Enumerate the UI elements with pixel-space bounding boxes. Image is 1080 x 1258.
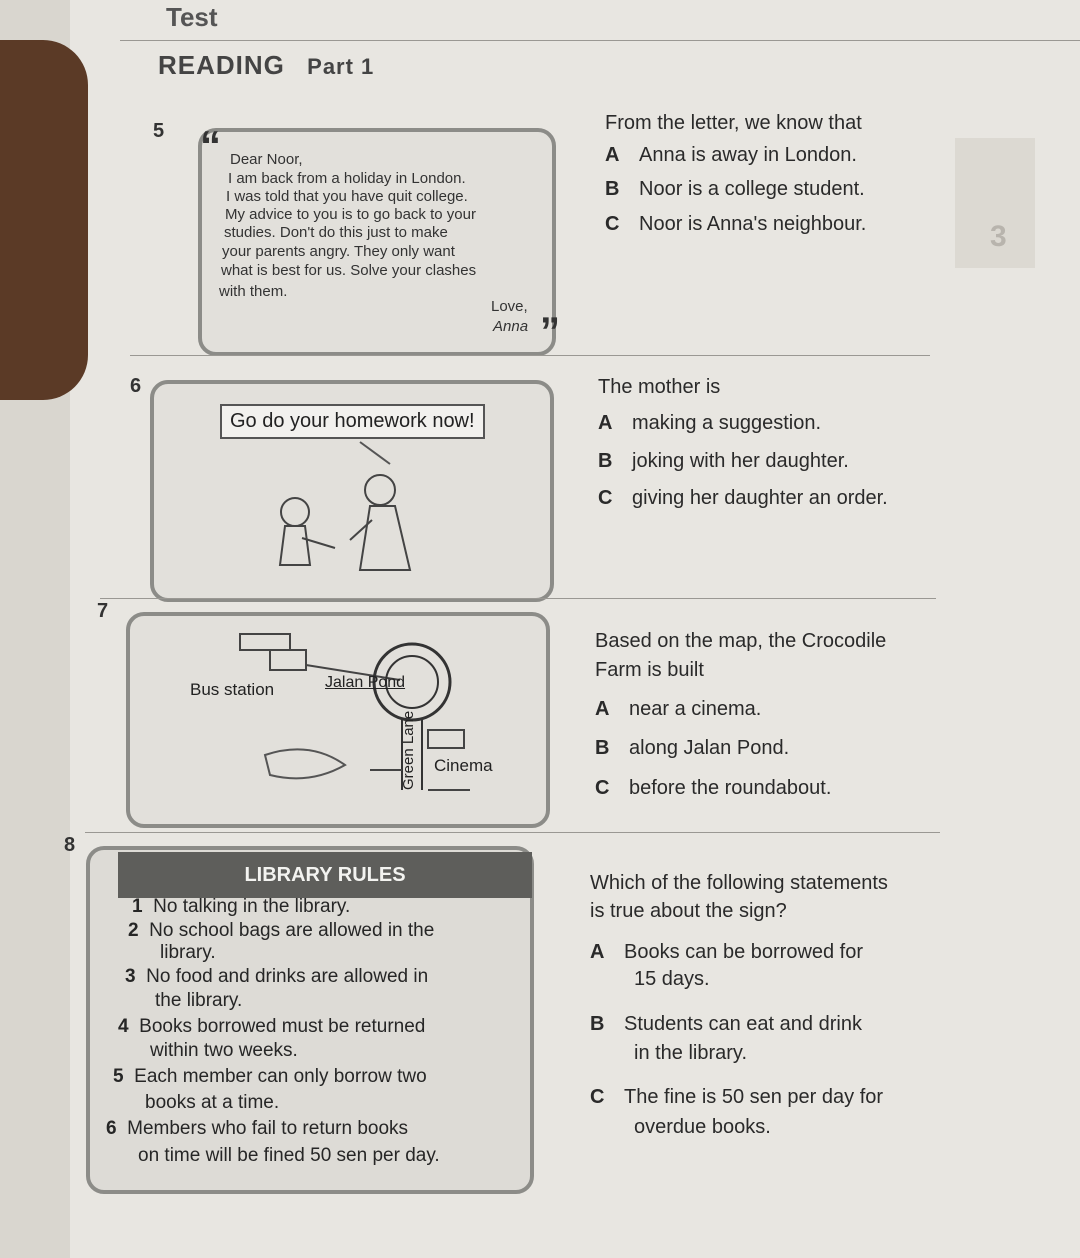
rule-item-continued: books at a time. — [145, 1092, 280, 1113]
question-stem: The mother is — [598, 376, 721, 398]
letter-signature: Anna — [493, 318, 529, 335]
answer-option[interactable]: B joking with her daughter. — [598, 450, 849, 472]
answer-option-continued: 15 days. — [634, 968, 710, 990]
letter-line: I was told that you have quit college. — [226, 188, 468, 205]
rule-item: 3 No food and drinks are allowed in — [125, 966, 429, 987]
answer-option[interactable]: C The fine is 50 sen per day for — [590, 1086, 884, 1108]
answer-option[interactable]: C giving her daughter an order. — [598, 487, 888, 509]
rule-item-continued: library. — [160, 942, 216, 963]
answer-option[interactable]: C before the roundabout. — [595, 777, 832, 799]
question-number: 5 — [153, 120, 165, 142]
letter-line: My advice to you is to go back to your — [225, 206, 476, 223]
letter-line: I am back from a holiday in London. — [228, 170, 466, 187]
thumb-photo-artifact — [0, 40, 88, 400]
library-rules-title: LIBRARY RULES — [118, 852, 532, 898]
section-title — [158, 50, 374, 81]
answer-option[interactable]: B Students can eat and drink — [590, 1013, 862, 1035]
question-number: 7 — [97, 600, 109, 622]
rule-item: 2 No school bags are allowed in the — [128, 920, 435, 941]
close-quote: ” — [540, 310, 560, 354]
section-label: READING — [158, 50, 285, 80]
rule-item-continued: on time will be fined 50 sen per day. — [138, 1145, 440, 1166]
open-quote: “ — [200, 122, 221, 169]
question-stem: Farm is built — [595, 659, 704, 681]
section-divider — [85, 832, 940, 833]
letter-line: with them. — [219, 283, 288, 300]
section-divider — [130, 355, 930, 356]
answer-option[interactable]: B Noor is a college student. — [605, 178, 865, 200]
map-label-lane: Green Lane — [400, 710, 417, 790]
rule-item-continued: within two weeks. — [150, 1040, 298, 1061]
question-stem: Which of the following statements — [590, 872, 888, 894]
map-drawing — [180, 620, 520, 810]
rule-item: 4 Books borrowed must be returned — [118, 1016, 426, 1037]
answer-option-continued: overdue books. — [634, 1116, 771, 1138]
letter-line: your parents angry. They only want — [222, 243, 455, 260]
question-number: 6 — [130, 375, 142, 397]
rule-item: 6 Members who fail to return books — [106, 1118, 409, 1139]
question-stem: is true about the sign? — [590, 900, 787, 922]
rule-item: 1 No talking in the library. — [132, 896, 351, 917]
letter-line: Dear Noor, — [230, 151, 303, 168]
section-divider — [100, 598, 936, 599]
letter-line: what is best for us. Solve your clashes — [221, 262, 477, 279]
map-label-cinema: Cinema — [434, 756, 493, 775]
answer-option[interactable]: A Books can be borrowed for — [590, 941, 864, 963]
question-stem: From the letter, we know that — [605, 112, 862, 134]
letter-line: studies. Don't do this just to make — [224, 224, 448, 241]
answer-option[interactable]: A making a suggestion. — [598, 412, 822, 434]
mother-daughter-illustration — [240, 440, 460, 580]
header-divider — [120, 40, 1080, 41]
speech-bubble: Go do your homework now! — [220, 404, 485, 439]
question-stem: Based on the map, the Crocodile — [595, 630, 887, 652]
map-label-road: Jalan Pond — [325, 674, 406, 691]
answer-option[interactable]: A Anna is away in London. — [605, 144, 857, 166]
answer-option-continued: in the library. — [634, 1042, 748, 1064]
side-badge-number: 3 — [990, 220, 1007, 253]
answer-option[interactable]: A near a cinema. — [595, 698, 762, 720]
rule-item-continued: the library. — [155, 990, 243, 1011]
answer-option[interactable]: B along Jalan Pond. — [595, 737, 790, 759]
map-label-bus-station: Bus station — [190, 680, 275, 699]
answer-option[interactable]: C Noor is Anna's neighbour. — [605, 213, 867, 235]
question-number: 8 — [64, 834, 76, 856]
test-title: Test — [166, 2, 218, 32]
part-label: Part 1 — [307, 54, 375, 79]
rule-item: 5 Each member can only borrow two — [113, 1066, 427, 1087]
letter-closing: Love, — [491, 298, 528, 315]
